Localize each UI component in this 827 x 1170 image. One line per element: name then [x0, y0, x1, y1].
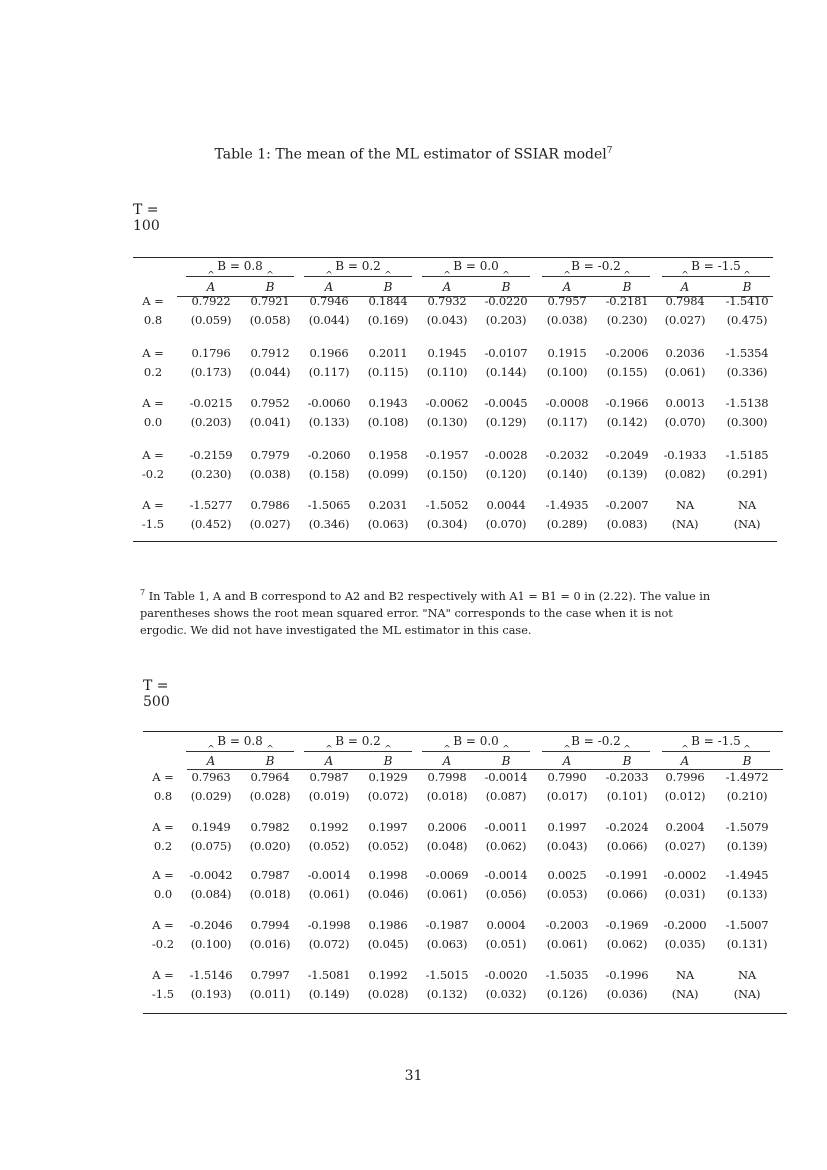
table-cell-rmse: (0.169)	[367, 313, 409, 327]
table-cell-rmse: (0.061)	[308, 887, 350, 901]
table-cell-mean: -0.2181	[605, 294, 649, 308]
table-cell-rmse: (0.139)	[606, 467, 648, 481]
table-cell-rmse: (0.149)	[308, 987, 350, 1001]
table-cell-rmse: (0.043)	[546, 839, 588, 853]
row-label-value: -1.5	[151, 987, 175, 1001]
table-cell-mean: -1.5015	[425, 968, 469, 982]
sub-column-symbol: ^ A	[681, 280, 690, 294]
table-cell-rmse: (0.130)	[426, 415, 468, 429]
row-label-a: A =	[152, 918, 174, 932]
table-cell-mean: -1.5079	[725, 820, 769, 834]
table-cell-mean: 0.1943	[368, 396, 408, 410]
column-group-header: B = -0.2	[571, 734, 621, 748]
table-cell-mean: -1.5081	[307, 968, 351, 982]
table-cell-rmse: (0.158)	[308, 467, 350, 481]
table-cell-rmse: (0.031)	[664, 887, 706, 901]
table-cell-mean: -0.2060	[307, 448, 351, 462]
table-cell-rmse: (0.210)	[726, 789, 768, 803]
table-cell-mean: -0.1998	[307, 918, 351, 932]
sub-column-symbol: ^ A	[563, 280, 572, 294]
table-cell-mean: 0.1966	[309, 346, 349, 360]
table-cell-rmse: (0.066)	[606, 839, 648, 853]
table-cell-mean: 0.1998	[368, 868, 408, 882]
table-label: T = 100	[133, 202, 160, 234]
table-cell-mean: -0.0215	[189, 396, 233, 410]
row-label-value: 0.0	[153, 887, 173, 901]
table-cell-mean: -1.5065	[307, 498, 351, 512]
table-cell-rmse: (0.150)	[426, 467, 468, 481]
page-number: 31	[404, 1068, 423, 1084]
table-cell-rmse: (0.336)	[726, 365, 768, 379]
sub-column-symbol: ^ B	[623, 754, 632, 768]
table-cell-rmse: (NA)	[671, 517, 699, 531]
table-cell-mean: -0.2006	[605, 346, 649, 360]
caption-text: Table 1: The mean of the ML estimator of SSIAR model	[214, 146, 607, 163]
table-cell-rmse: (0.289)	[546, 517, 588, 531]
table-cell-rmse: (0.140)	[546, 467, 588, 481]
table-cell-mean: -0.0008	[545, 396, 589, 410]
table-cell-rmse: (0.053)	[546, 887, 588, 901]
table-cell-rmse: (0.117)	[546, 415, 588, 429]
row-label-value: 0.8	[153, 789, 173, 803]
table-cell-rmse: (0.110)	[426, 365, 468, 379]
sub-column-header	[476, 754, 536, 768]
row-label-value: -0.2	[151, 937, 175, 951]
table-cell-rmse: (0.061)	[546, 937, 588, 951]
table-cell-rmse: (0.041)	[249, 415, 291, 429]
sub-column-symbol: ^ A	[681, 754, 690, 768]
table-cell-rmse: (0.346)	[308, 517, 350, 531]
table-cell-rmse: (0.072)	[308, 937, 350, 951]
sub-column-symbol: ^ B	[384, 754, 393, 768]
table-cell-rmse: (0.062)	[606, 937, 648, 951]
sub-column-header	[240, 754, 300, 768]
table-cell-rmse: (0.027)	[249, 517, 291, 531]
table-cell-rmse: (0.115)	[367, 365, 409, 379]
table-cell-mean: NA	[738, 968, 756, 982]
sub-column-symbol: ^ A	[207, 280, 216, 294]
table-cell-rmse: (0.045)	[367, 937, 409, 951]
table-cell-mean: -0.1991	[605, 868, 649, 882]
table-cell-rmse: (0.087)	[485, 789, 527, 803]
table-cell-mean: -1.5277	[189, 498, 233, 512]
table-cell-rmse: (0.044)	[249, 365, 291, 379]
table-cell-rmse: (0.058)	[249, 313, 291, 327]
table-cell-rmse: (0.099)	[367, 467, 409, 481]
table-cell-rmse: (0.061)	[664, 365, 706, 379]
table-cell-mean: -0.0014	[484, 770, 528, 784]
table-cell-mean: -0.0002	[663, 868, 707, 882]
table-cell-mean: -0.0069	[425, 868, 469, 882]
table-cell-rmse: (NA)	[733, 517, 761, 531]
row-label-a: A =	[142, 346, 164, 360]
sub-column-symbol: ^ B	[266, 280, 275, 294]
table-cell-rmse: (0.193)	[190, 987, 232, 1001]
table-cell-mean: 0.7932	[427, 294, 467, 308]
table-cell-mean: -0.2003	[545, 918, 589, 932]
table-cell-mean: 0.0025	[547, 868, 587, 882]
table-cell-rmse: (0.046)	[367, 887, 409, 901]
table-cell-rmse: (0.062)	[485, 839, 527, 853]
column-group-rule	[186, 751, 294, 752]
table-cell-mean: 0.7963	[191, 770, 231, 784]
table-cell-mean: -0.0060	[307, 396, 351, 410]
sub-column-symbol: ^ A	[443, 280, 452, 294]
table-cell-rmse: (0.133)	[308, 415, 350, 429]
sub-column-header	[417, 754, 477, 768]
table-cell-mean: -1.4972	[725, 770, 769, 784]
table-cell-mean: -0.0020	[484, 968, 528, 982]
table-cell-mean: -0.0045	[484, 396, 528, 410]
table-cell-mean: 0.1929	[368, 770, 408, 784]
table-cell-mean: 0.1844	[368, 294, 408, 308]
table-cell-rmse: (0.082)	[664, 467, 706, 481]
sub-column-symbol: ^ B	[743, 280, 752, 294]
table-cell-rmse: (0.070)	[485, 517, 527, 531]
table-cell-mean: 0.0013	[665, 396, 705, 410]
sub-column-symbol: ^ A	[325, 754, 334, 768]
table-cell-mean: -0.2159	[189, 448, 233, 462]
table-cell-rmse: (NA)	[733, 987, 761, 1001]
table-cell-rmse: (0.038)	[249, 467, 291, 481]
table-cell-mean: 0.7987	[309, 770, 349, 784]
table-label: T = 500	[143, 678, 170, 710]
table-cell-rmse: (0.043)	[426, 313, 468, 327]
table-cell-mean: 0.0044	[486, 498, 526, 512]
table-bottom-rule	[133, 541, 777, 542]
table-cell-mean: 0.7952	[250, 396, 290, 410]
sub-column-symbol: ^ B	[623, 280, 632, 294]
sub-column-header	[655, 754, 715, 768]
column-group-rule	[542, 276, 650, 277]
table-cell-rmse: (0.084)	[190, 887, 232, 901]
sub-column-header	[299, 754, 359, 768]
table-cell-mean: 0.7998	[427, 770, 467, 784]
table-cell-rmse: (0.038)	[546, 313, 588, 327]
table-cell-mean: -0.0107	[484, 346, 528, 360]
column-group-header: B = -1.5	[691, 734, 741, 748]
table-cell-rmse: (0.203)	[485, 313, 527, 327]
table-cell-rmse: (0.019)	[308, 789, 350, 803]
table-cell-mean: -0.0014	[307, 868, 351, 882]
table-cell-rmse: (0.072)	[367, 789, 409, 803]
table-cell-rmse: (0.036)	[606, 987, 648, 1001]
table-cell-mean: -0.1933	[663, 448, 707, 462]
table-cell-mean: -1.4935	[545, 498, 589, 512]
table-cell-rmse: (0.048)	[426, 839, 468, 853]
table-cell-mean: -0.2049	[605, 448, 649, 462]
table-cell-rmse: (0.132)	[426, 987, 468, 1001]
sub-column-symbol: ^ B	[743, 754, 752, 768]
table-cell-mean: -0.1996	[605, 968, 649, 982]
table-cell-rmse: (0.027)	[664, 313, 706, 327]
sub-column-header	[597, 754, 657, 768]
row-label-a: A =	[142, 294, 164, 308]
table-cell-mean: 0.1997	[368, 820, 408, 834]
table-cell-mean: 0.7946	[309, 294, 349, 308]
sub-column-symbol: ^ A	[207, 754, 216, 768]
table-cell-mean: -1.4945	[725, 868, 769, 882]
table-cell-rmse: (0.075)	[190, 839, 232, 853]
table-cell-mean: -1.5354	[725, 346, 769, 360]
row-label-value: 0.0	[143, 415, 163, 429]
table-cell-mean: -0.0062	[425, 396, 469, 410]
sub-column-header	[597, 280, 657, 294]
table-cell-mean: 0.2006	[427, 820, 467, 834]
table-cell-rmse: (0.203)	[190, 415, 232, 429]
table-cell-rmse: (0.101)	[606, 789, 648, 803]
table-cell-mean: NA	[738, 498, 756, 512]
table-cell-rmse: (0.061)	[426, 887, 468, 901]
table-cell-rmse: (0.083)	[606, 517, 648, 531]
table-cell-mean: -0.2033	[605, 770, 649, 784]
table-cell-rmse: (0.012)	[664, 789, 706, 803]
table-cell-mean: -0.0042	[189, 868, 233, 882]
table-cell-rmse: (0.291)	[726, 467, 768, 481]
column-group-rule	[542, 751, 650, 752]
table-cell-rmse: (0.120)	[485, 467, 527, 481]
table-cell-rmse: (0.020)	[249, 839, 291, 853]
sub-column-header	[358, 280, 418, 294]
table-cell-rmse: (0.100)	[546, 365, 588, 379]
table-cell-rmse: (0.052)	[308, 839, 350, 853]
sub-column-header	[717, 754, 777, 768]
row-label-a: A =	[142, 448, 164, 462]
column-group-header: B = 0.0	[453, 734, 499, 748]
table-cell-rmse: (0.129)	[485, 415, 527, 429]
table-cell-mean: 0.2011	[368, 346, 408, 360]
table-cell-mean: -1.5052	[425, 498, 469, 512]
column-group-header: B = 0.8	[217, 259, 263, 273]
table-cell-mean: 0.7921	[250, 294, 290, 308]
row-label-a: A =	[142, 498, 164, 512]
table-cell-rmse: (0.011)	[249, 987, 291, 1001]
table-cell-mean: -0.0220	[484, 294, 528, 308]
table-cell-rmse: (0.230)	[190, 467, 232, 481]
table-cell-mean: -0.1987	[425, 918, 469, 932]
table-cell-mean: -1.5035	[545, 968, 589, 982]
row-label-value: 0.8	[143, 313, 163, 327]
table-cell-mean: 0.1949	[191, 820, 231, 834]
table-cell-rmse: (0.051)	[485, 937, 527, 951]
column-group-header: B = -1.5	[691, 259, 741, 273]
table-cell-mean: 0.7994	[250, 918, 290, 932]
table-cell-rmse: (0.017)	[546, 789, 588, 803]
table-cell-mean: -1.5146	[189, 968, 233, 982]
sub-column-header	[717, 280, 777, 294]
table-cell-rmse: (0.142)	[606, 415, 648, 429]
table-top-rule	[143, 731, 783, 732]
sub-column-header	[655, 280, 715, 294]
row-label-a: A =	[152, 770, 174, 784]
table-cell-rmse: (0.018)	[426, 789, 468, 803]
table-cell-rmse: (0.059)	[190, 313, 232, 327]
table-cell-rmse: (0.100)	[190, 937, 232, 951]
table-cell-rmse: (0.300)	[726, 415, 768, 429]
table-cell-mean: 0.7987	[250, 868, 290, 882]
table-cell-mean: 0.7957	[547, 294, 587, 308]
sub-column-header	[181, 754, 241, 768]
row-label-a: A =	[152, 868, 174, 882]
table-cell-mean: 0.1992	[368, 968, 408, 982]
row-label-a: A =	[152, 820, 174, 834]
table-cell-mean: 0.1945	[427, 346, 467, 360]
table-cell-rmse: (0.070)	[664, 415, 706, 429]
table-cell-rmse: (0.126)	[546, 987, 588, 1001]
footnote-text: In Table 1, A and B correspond to A2 and B2 respectively with A1 = B1 = 0 in (2.22). The value in parentheses shows the root mean squared error. "NA" corresponds to the case when it is not ergodic. We did not have investigated the ML estimator in this case.	[140, 589, 711, 637]
table-cell-mean: -0.0011	[484, 820, 528, 834]
table-cell-rmse: (0.139)	[726, 839, 768, 853]
table-cell-mean: 0.1997	[547, 820, 587, 834]
table-cell-rmse: (0.066)	[606, 887, 648, 901]
table-cell-rmse: (0.133)	[726, 887, 768, 901]
table-cell-mean: 0.7986	[250, 498, 290, 512]
table-cell-mean: 0.1986	[368, 918, 408, 932]
table-top-rule	[133, 257, 773, 258]
table-cell-rmse: (0.173)	[190, 365, 232, 379]
table-cell-mean: NA	[676, 498, 694, 512]
table-cell-rmse: (0.452)	[190, 517, 232, 531]
table-cell-rmse: (0.035)	[664, 937, 706, 951]
sub-column-symbol: ^ B	[502, 280, 511, 294]
sub-column-symbol: ^ A	[443, 754, 452, 768]
table-cell-mean: 0.7922	[191, 294, 231, 308]
table-cell-mean: 0.1992	[309, 820, 349, 834]
table-cell-mean: 0.7982	[250, 820, 290, 834]
table-cell-mean: -0.0028	[484, 448, 528, 462]
sub-column-header	[240, 280, 300, 294]
table-cell-mean: 0.7912	[250, 346, 290, 360]
table-cell-mean: -0.2000	[663, 918, 707, 932]
row-label-value: -1.5	[141, 517, 165, 531]
column-group-header: B = -0.2	[571, 259, 621, 273]
table-cell-mean: 0.7990	[547, 770, 587, 784]
sub-column-header	[181, 280, 241, 294]
sub-column-header	[476, 280, 536, 294]
sub-column-symbol: ^ A	[325, 280, 334, 294]
table-cell-mean: 0.7984	[665, 294, 705, 308]
table-cell-rmse: (0.056)	[485, 887, 527, 901]
table-cell-mean: 0.7964	[250, 770, 290, 784]
table-cell-rmse: (0.044)	[308, 313, 350, 327]
table-cell-rmse: (0.304)	[426, 517, 468, 531]
table-cell-rmse: (0.029)	[190, 789, 232, 803]
column-group-rule	[422, 276, 530, 277]
column-group-rule	[662, 751, 770, 752]
sub-column-symbol: ^ B	[384, 280, 393, 294]
footnote	[140, 584, 720, 639]
sub-column-header	[537, 754, 597, 768]
table-cell-rmse: (0.028)	[249, 789, 291, 803]
table-cell-mean: -0.1957	[425, 448, 469, 462]
column-group-rule	[304, 276, 412, 277]
sub-column-header	[299, 280, 359, 294]
table-caption	[0, 146, 827, 163]
table-cell-rmse: (0.063)	[367, 517, 409, 531]
footnote-marker: 7	[140, 588, 146, 597]
table-cell-mean: -0.0014	[484, 868, 528, 882]
table-cell-rmse: (0.155)	[606, 365, 648, 379]
table-cell-rmse: (0.144)	[485, 365, 527, 379]
table-cell-mean: -0.1966	[605, 396, 649, 410]
table-cell-mean: -0.2007	[605, 498, 649, 512]
sub-column-header	[417, 280, 477, 294]
column-group-header: B = 0.2	[335, 259, 381, 273]
row-label-value: -0.2	[141, 467, 165, 481]
table-cell-mean: 0.7997	[250, 968, 290, 982]
table-cell-rmse: (0.475)	[726, 313, 768, 327]
table-bottom-rule	[143, 1013, 787, 1014]
table-cell-mean: 0.2004	[665, 820, 705, 834]
table-cell-mean: -0.2046	[189, 918, 233, 932]
table-cell-mean: 0.1958	[368, 448, 408, 462]
table-cell-rmse: (0.032)	[485, 987, 527, 1001]
table-cell-rmse: (0.063)	[426, 937, 468, 951]
table-cell-mean: 0.2036	[665, 346, 705, 360]
table-cell-rmse: (0.016)	[249, 937, 291, 951]
column-group-rule	[186, 276, 294, 277]
sub-column-symbol: ^ B	[266, 754, 275, 768]
table-cell-rmse: (NA)	[671, 987, 699, 1001]
table-cell-mean: 0.2031	[368, 498, 408, 512]
column-group-header: B = 0.0	[453, 259, 499, 273]
table-cell-mean: 0.1796	[191, 346, 231, 360]
table-cell-rmse: (0.052)	[367, 839, 409, 853]
table-cell-mean: 0.7979	[250, 448, 290, 462]
sub-column-symbol: ^ A	[563, 754, 572, 768]
table-cell-rmse: (0.131)	[726, 937, 768, 951]
table-cell-rmse: (0.117)	[308, 365, 350, 379]
table-cell-mean: 0.1915	[547, 346, 587, 360]
column-group-rule	[304, 751, 412, 752]
row-label-value: 0.2	[143, 365, 163, 379]
table-cell-mean: -1.5007	[725, 918, 769, 932]
table-cell-rmse: (0.018)	[249, 887, 291, 901]
column-group-header: B = 0.8	[217, 734, 263, 748]
column-group-rule	[422, 751, 530, 752]
row-label-a: A =	[142, 396, 164, 410]
row-label-a: A =	[152, 968, 174, 982]
sub-column-header	[537, 280, 597, 294]
table-cell-rmse: (0.230)	[606, 313, 648, 327]
column-group-header: B = 0.2	[335, 734, 381, 748]
column-group-rule	[662, 276, 770, 277]
table-cell-mean: -1.5185	[725, 448, 769, 462]
table-cell-mean: NA	[676, 968, 694, 982]
table-cell-mean: 0.0004	[486, 918, 526, 932]
table-cell-mean: 0.7996	[665, 770, 705, 784]
table-cell-mean: -0.2032	[545, 448, 589, 462]
sub-column-symbol: ^ B	[502, 754, 511, 768]
table-cell-mean: -0.2024	[605, 820, 649, 834]
table-cell-rmse: (0.028)	[367, 987, 409, 1001]
row-label-value: 0.2	[153, 839, 173, 853]
table-cell-mean: -1.5410	[725, 294, 769, 308]
caption-footnote-mark: 7	[606, 146, 613, 156]
table-cell-mean: -1.5138	[725, 396, 769, 410]
table-cell-mean: -0.1969	[605, 918, 649, 932]
table-cell-rmse: (0.027)	[664, 839, 706, 853]
sub-column-header	[358, 754, 418, 768]
table-cell-rmse: (0.108)	[367, 415, 409, 429]
